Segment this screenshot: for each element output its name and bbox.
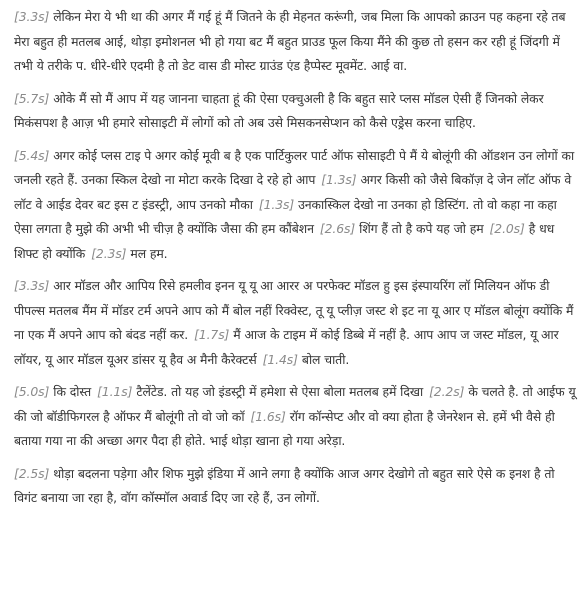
timestamp: [1.4s] xyxy=(262,351,298,367)
transcript-paragraph xyxy=(14,87,576,136)
transcript-text: ओके मैं सो मैं आप में यह जानना चाहता हूं की ऐसा एक्चुअली है कि बहुत सारे प्लस मॉडल ऐसी हैं जिनको लेकर मिकंसपश है आज़ भी हमारे सोसाइटी में लोगों को तो अब उसे मिसकनसेप्शन को कैसे एड्रेस करना चाहिए. xyxy=(14,90,544,130)
timestamp: [2.0s] xyxy=(489,221,525,236)
timestamp: [1.7s] xyxy=(194,327,230,342)
transcript-text: लेकिन मेरा ये भी था की अगर मैं गई हूं मैं जितने के ही मेहनत करूंगी, जब मिला कि आपको क्राउन पह कहना रहे तब मेरा बहुत ही मतलब आई, थोड़ा इमोशनल भी हो गया बट मैं बहुत प्राउड फूल किया मैंने की कुछ तो हसन कर रही हूं जिंदगी में तभी ये तरीके प. धीरे-धीरे एदमी है तो डेट वास डी मोस्ट ग्राउंड एंड हैप्पेस्ट मूवमेंट. आई वा. xyxy=(14,9,566,73)
transcript-paragraph xyxy=(14,5,576,79)
transcript-text: मैं आज के टाइम में कोई डिब्बे में नहीं है. आप आप ज जस्ट मॉडल, यू आर लॉयर, यू आर मॉडल यूअर डांसर यू हैव अ मैनी कैरेक्टर्स xyxy=(14,327,559,367)
timestamp: [5.4s] xyxy=(14,147,50,163)
timestamp: [2.6s] xyxy=(319,221,356,236)
transcript-text: बोल चाती. xyxy=(301,351,350,367)
transcript-text: मल हम. xyxy=(130,245,168,261)
timestamp: [1.6s] xyxy=(250,408,286,424)
timestamp: [2.2s] xyxy=(429,384,465,399)
transcript-text: रॉग कॉन्सेप्ट और वो क्या होता है जेनरेशन से. हमें भी वैसे ही बताया गया ना की अच्छा अगर पैदा ही होते. भाई थोड़ा खाना हो गया अरेड़ा. xyxy=(14,408,555,448)
transcript-text: कि दोस्त xyxy=(53,384,92,399)
timestamp: [3.3s] xyxy=(14,9,50,24)
timestamp: [1.3s] xyxy=(258,196,295,212)
transcript-text: टैलेंटेड. तो यह जो इंडस्ट्री में हमेशा से ऐसा बोला मतलब हमें दिखा xyxy=(136,384,424,399)
transcript-text: शिंग हैं तो है कपे यह जो हम xyxy=(359,221,484,236)
transcript-text: आर मॉडल और आपिय रिसे हमलीव इनन यू यू आ आरर अ परफेक्ट मॉडल हु इस इंस्पायरिंग लॉ मिलियन ऑफ डी पीपल्स मतलब मैंम में मॉडर टर्म अपने आप को मैं बोल नहीं रिक्वेस्ट, तू यू प्लीज़ जस्ट शे इट ना यू आर ए मॉडल बोलूंग क्योंकि मैं ना एक मैं अपने आप को बंदड नहीं कर. xyxy=(14,278,574,342)
timestamp: [1.3s] xyxy=(321,172,357,187)
timestamp: [2.3s] xyxy=(91,245,127,261)
timestamp: [3.3s] xyxy=(14,278,50,293)
transcript-text: है धध शिफ्ट हो क्योंकि xyxy=(14,221,555,261)
transcript-text: के चलते है. तो आईफ यू की जो बॉडीफिगरल है ऑफर मैं बोलूंगी तो वो जो कॉ xyxy=(14,384,576,424)
timestamp: [1.1s] xyxy=(97,384,133,399)
transcript-paragraph xyxy=(14,462,576,511)
transcript-paragraph xyxy=(14,144,576,267)
transcript-text: अगर कोई प्लस टाइ पे अगर कोई मूवी ब है एक पार्टिकुलर पार्ट ऑफ सोसाइटी पे मैं ये बोलूंगी की ऑडशन उन लोगों का जनली रहते हैं. उनका स्किल देखो ना मोटा करके दिखा दे रहे हो आप xyxy=(14,147,575,187)
transcript-text: अगर किसी को जैसे बिकॉज़ दे जेन लॉट ऑफ वे लॉट वे आईड देवर बट इस ट इंडस्ट्री, आप उनको मौका xyxy=(14,172,572,212)
timestamp: [2.5s] xyxy=(14,465,50,481)
transcript-paragraph xyxy=(14,274,576,372)
transcript-text: थोड़ा बदलना पड़ेगा और शिफ मुझे इंडिया में आने लगा है क्योंकि आज अगर देखोगे तो बहुत सारे ऐसे क इनश है तो विगंट बनाया जा रहा है, वॉग कॉस्मॉल अवार्ड दिए जा रहे हैं, उन लोगों. xyxy=(14,465,555,505)
transcript-text: उनकास्किल देखो ना उनका हो डिस्टिंग. तो वो कहा ना कहा ऐसा लगता है मुझे की अभी भी चीज़ है क्योंकि जैसा की हम कौंबेशन xyxy=(14,196,557,236)
timestamp: [5.0s] xyxy=(14,384,50,399)
transcript-paragraph xyxy=(14,380,576,454)
timestamp: [5.7s] xyxy=(14,90,50,106)
